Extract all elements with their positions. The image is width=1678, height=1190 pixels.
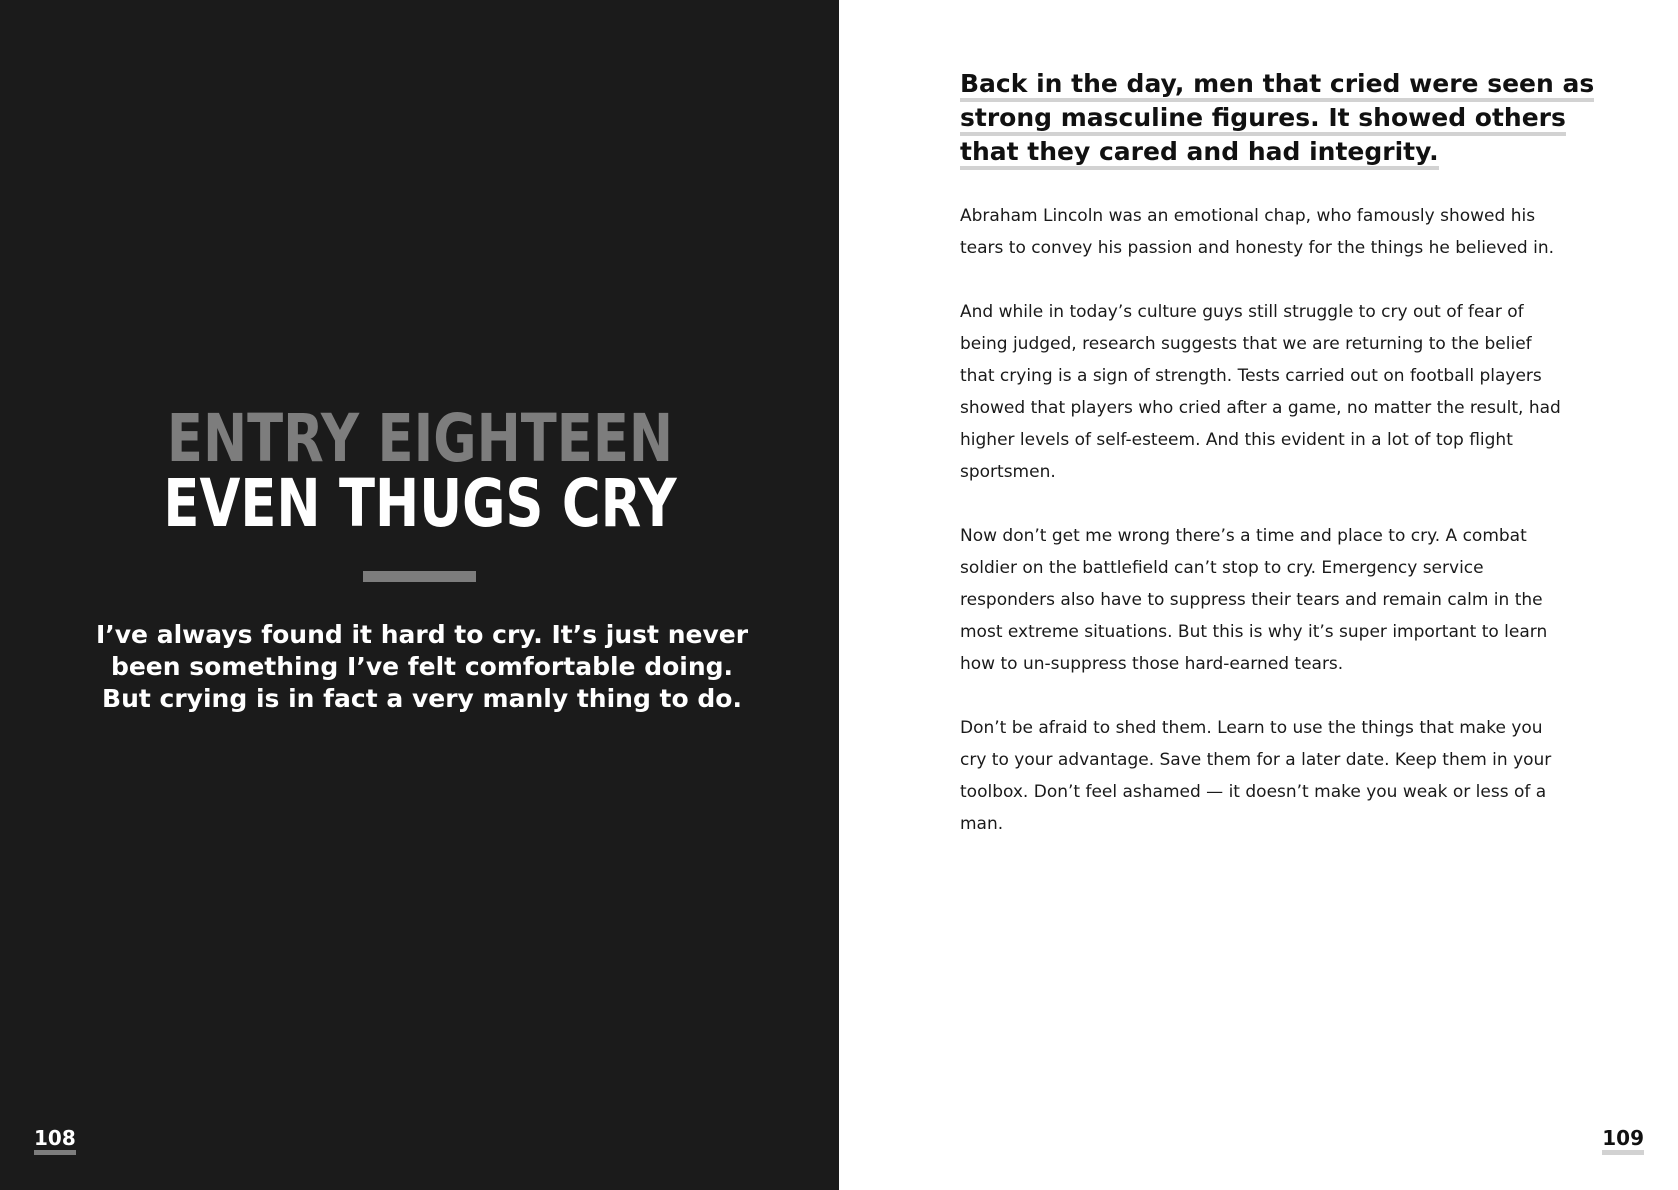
pull-quote-line: that they cared and had integrity. — [960, 138, 1439, 170]
entry-label: ENTRY EIGHTEEN — [166, 400, 674, 477]
body-paragraph: Abraham Lincoln was an emotional chap, who famously showed his tears to convey his passion and honesty for the things he believed in. — [960, 206, 1555, 258]
body-copy — [960, 200, 1565, 872]
title-divider — [363, 571, 476, 582]
pull-quote — [960, 68, 1595, 170]
body-paragraph: And while in today’s culture guys still struggle to cry out of fear of being judged, research suggests that we are returning to the belief that crying is a sign of strength. Tests carried out on football players showed that players who cried after a game, no matter the result, had higher levels of self-esteem. And this evident in a lot of top flight sportsmen. — [960, 302, 1561, 482]
page-number-left: 108 — [34, 1126, 76, 1155]
page-number-right: 109 — [1602, 1126, 1644, 1155]
pull-quote-line: strong masculine figures. It showed others — [960, 104, 1566, 136]
intro-quote: I’ve always found it hard to cry. It’s just never been something I’ve felt comfortable doing. But crying is in fact a very manly thing to do. — [95, 620, 749, 713]
body-paragraph: Now don’t get me wrong there’s a time and place to cry. A combat soldier on the battlefield can’t stop to cry. Emergency service responders also have to suppress their tears and remain calm in the most extreme situations. But this is why it’s super important to learn how to un-suppress those hard-earned tears. — [960, 526, 1548, 674]
entry-title: EVEN THUGS CRY — [163, 465, 677, 542]
body-paragraph: Don’t be afraid to shed them. Learn to use the things that make you cry to your advantage. Save them for a later date. Keep them in your toolbox. Don’t feel ashamed — it doesn’t make you weak or less of a man. — [960, 718, 1552, 834]
pull-quote-line: Back in the day, men that cried were seen as — [960, 70, 1594, 102]
right-page — [839, 0, 1678, 1190]
